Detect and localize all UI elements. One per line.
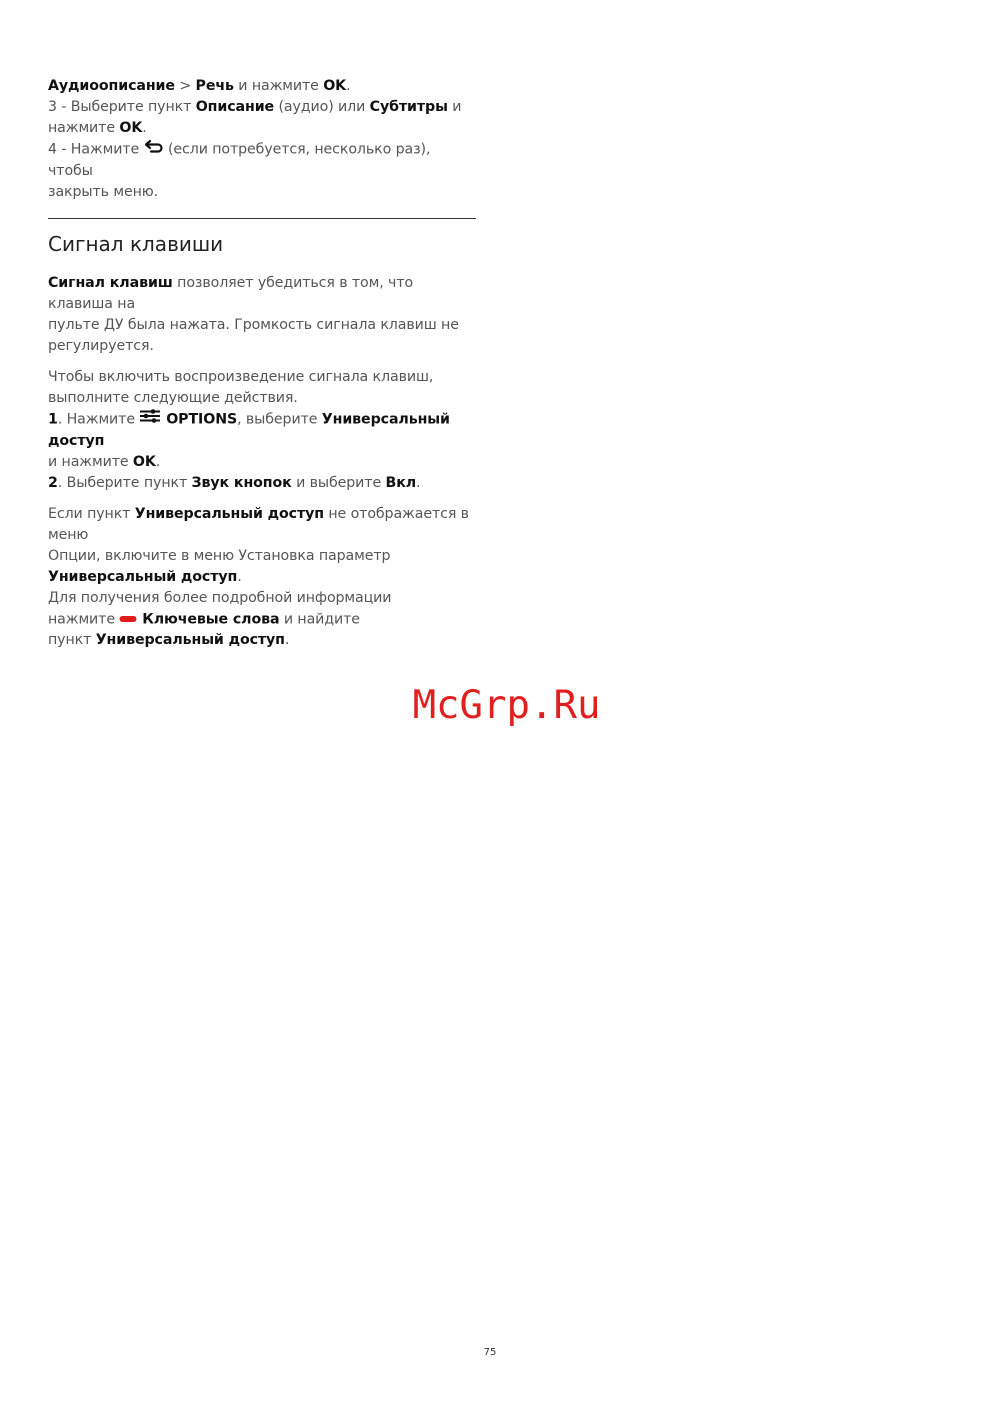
paragraph: Если пункт Универсальный доступ не отображается в меню	[48, 505, 469, 543]
spacer	[48, 357, 478, 367]
red-key-icon	[119, 609, 137, 630]
options-icon	[139, 409, 161, 430]
line: Аудиоописание > Речь и нажмите OK.	[48, 78, 351, 94]
menu-item-universal-access: Универсальный доступ	[134, 505, 324, 522]
option-subtitles: Субтитры	[369, 99, 448, 115]
ok-key-label: OK	[132, 453, 156, 470]
term-key-beep: Сигнал клавиш	[48, 275, 173, 291]
step-4: 4 - Нажмите (если потребуется, несколько раз), чтобы	[48, 139, 478, 182]
line: нажмите OK.	[48, 120, 147, 136]
ok-key-label: OK	[323, 78, 347, 94]
section-divider	[48, 218, 476, 219]
menu-item-universal-access: Универсальный доступ	[48, 411, 450, 449]
line: и нажмите OK.	[48, 453, 161, 470]
line: закрыть меню.	[48, 183, 159, 200]
paragraph: Сигнал клавиш позволяет убедиться в том, что клавиша на	[48, 275, 414, 312]
menu-item-universal-access: Универсальный доступ	[48, 568, 238, 585]
options-key-label: OPTIONS	[161, 411, 238, 428]
watermark: McGrp.Ru	[412, 683, 601, 728]
line: Для получения более подробной информации	[48, 589, 392, 606]
section-title: Сигнал клавиши	[48, 232, 224, 256]
line: пункт Универсальный доступ.	[48, 632, 290, 648]
line: пульте ДУ была нажата. Громкость сигнала клавиш не	[48, 317, 459, 333]
line: Универсальный доступ.	[48, 568, 242, 585]
option-on: Вкл	[385, 474, 417, 491]
keywords-label: Ключевые слова	[137, 611, 280, 627]
line: нажмите Ключевые слова и найдите	[48, 609, 478, 631]
section-body	[48, 273, 478, 651]
menu-item-key-beep: Звук кнопок	[191, 474, 292, 491]
step-2: 2. Выберите пункт Звук кнопок и выберите Вкл.	[48, 474, 421, 491]
step-3: 3 - Выберите пункт Описание (аудио) или Субтитры и	[48, 99, 462, 115]
ok-key-label: OK	[119, 120, 143, 136]
line: выполните следующие действия.	[48, 390, 298, 406]
option-description: Описание	[195, 99, 275, 115]
line: регулируется.	[48, 338, 154, 354]
spacer	[48, 494, 478, 504]
menu-item-speech: Речь	[195, 78, 234, 94]
page-number: 75	[483, 1347, 497, 1358]
back-arrow-icon	[144, 139, 164, 160]
line: Чтобы включить воспроизведение сигнала клавиш,	[48, 369, 434, 385]
menu-item-audio-description: Аудиоописание	[48, 78, 175, 94]
menu-item-universal-access: Универсальный доступ	[95, 632, 285, 648]
step-1: 1. Нажмите OPTIONS, выберите Универсальный доступ	[48, 409, 478, 452]
line: Опции, включите в меню Установка параметр	[48, 547, 391, 564]
top-instructions	[48, 76, 478, 203]
